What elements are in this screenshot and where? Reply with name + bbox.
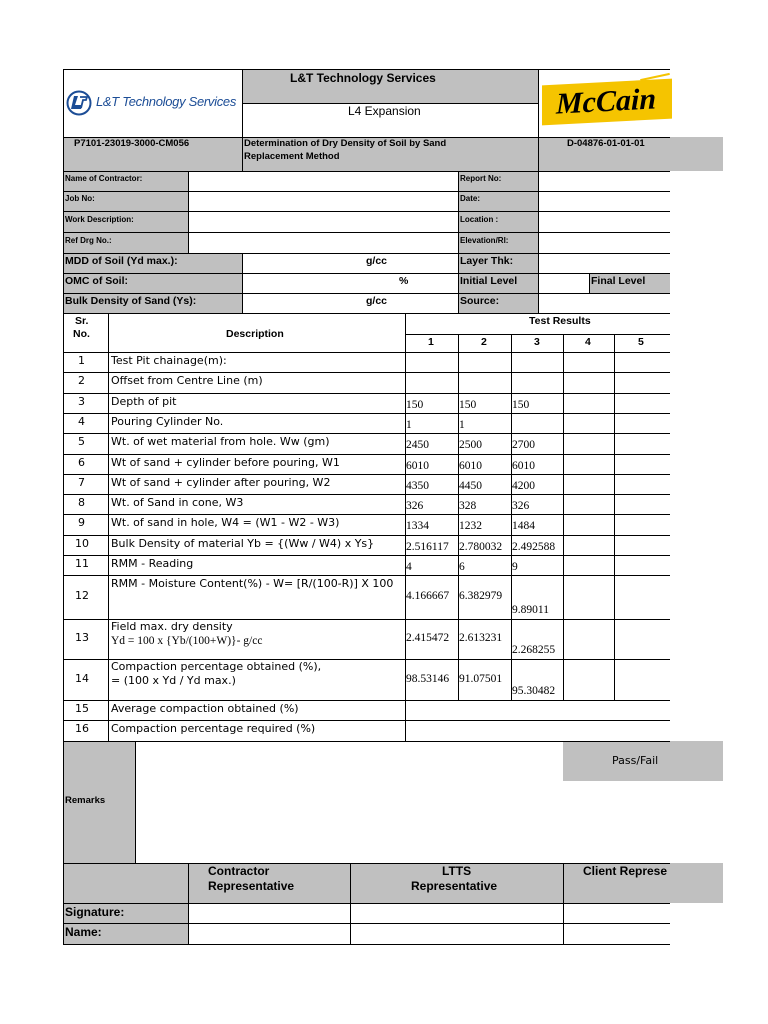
row-description: Offset from Centre Line (m)	[111, 374, 263, 387]
col-header-5: 5	[638, 336, 644, 348]
row-number: 3	[78, 395, 85, 408]
name-label: Name:	[65, 925, 102, 939]
h-rule	[63, 191, 670, 192]
company-name: L&T Technology Services	[290, 71, 436, 85]
client-doc-number: D-04876-01-01-01	[567, 138, 645, 149]
bulk-density-label: Bulk Density of Sand (Ys):	[65, 295, 197, 307]
layer-thk-label: Layer Thk:	[460, 255, 514, 267]
v-rule	[63, 69, 64, 945]
row-description-line2: Yd = 100 x {Yb/(100+W)}- g/cc	[111, 635, 263, 647]
row-number: 12	[75, 589, 89, 602]
contractor-rep-line2: Representative	[208, 879, 295, 893]
row-description: Wt of sand + cylinder after pouring, W2	[111, 476, 331, 489]
col-header-2: 2	[481, 336, 487, 348]
row-description: RMM - Reading	[111, 557, 194, 570]
pass-fail-label: Pass/Fail	[612, 754, 659, 767]
row-value-2: 150	[459, 399, 477, 411]
row-value-2: 6010	[459, 460, 482, 472]
row-value-2: 2.780032	[459, 541, 503, 553]
h-rule	[63, 863, 670, 864]
v-rule	[563, 334, 564, 701]
row-number: 10	[75, 537, 89, 550]
test-results-header: Test Results	[529, 315, 591, 327]
row-number: 1	[78, 354, 85, 367]
name-of-contractor-label: Name of Contractor:	[65, 174, 143, 183]
h-rule	[63, 171, 670, 172]
elevation-label: Elevation/Rl:	[460, 236, 509, 245]
row-value-1: 4	[406, 561, 412, 573]
h-rule	[63, 535, 670, 536]
v-rule	[511, 334, 512, 701]
row-value-2: 2.613231	[459, 632, 503, 644]
v-rule	[458, 334, 459, 701]
row-value-1: 2.415472	[406, 632, 450, 644]
row-description: Pouring Cylinder No.	[111, 415, 224, 428]
h-rule	[63, 433, 670, 434]
row-number: 13	[75, 631, 89, 644]
h-rule	[63, 372, 670, 373]
h-rule	[63, 944, 670, 945]
row-value-3: 1484	[512, 520, 535, 532]
work-description-label: Work Description:	[65, 215, 134, 224]
v-rule	[458, 171, 459, 314]
v-rule	[108, 313, 109, 742]
h-rule	[63, 700, 670, 701]
row-value-2: 2500	[459, 439, 482, 451]
omc-label: OMC of Soil:	[65, 275, 128, 287]
row-value-1: 2.516117	[406, 541, 449, 553]
mdd-unit: g/cc	[366, 255, 388, 267]
row-number: 5	[78, 435, 85, 448]
row-value-1: 326	[406, 500, 424, 512]
h-rule	[63, 720, 670, 721]
h-rule	[63, 474, 670, 475]
row-value-1: 2450	[406, 439, 429, 451]
h-rule	[63, 555, 670, 556]
h-rule	[63, 575, 670, 576]
mdd-label: MDD of Soil (Yd max.):	[65, 255, 178, 267]
row-description: Wt. of Sand in cone, W3	[111, 496, 244, 509]
h-rule	[63, 619, 670, 620]
doc-title-line1: Determination of Dry Density of Soil by Sand	[244, 138, 447, 149]
h-rule	[63, 211, 670, 212]
row-value-3: 2.268255	[512, 644, 556, 656]
report-no-label: Report No:	[460, 174, 502, 183]
lnt-logo	[66, 88, 236, 120]
row-number: 9	[78, 516, 85, 529]
row-number: 2	[78, 374, 85, 387]
row-value-3: 4200	[512, 480, 535, 492]
ltts-rep-line2: Representative	[411, 879, 498, 893]
bulk-unit: g/cc	[366, 295, 388, 307]
row-value-1: 1334	[406, 520, 429, 532]
doc-title-line2: Replacement Method	[244, 151, 340, 162]
v-rule	[405, 313, 406, 742]
h-rule	[63, 137, 670, 138]
client-logo	[542, 79, 672, 126]
h-rule	[63, 903, 670, 904]
row-number: 14	[75, 671, 89, 685]
col-header-4: 4	[585, 336, 591, 348]
v-rule	[242, 253, 243, 314]
h-rule	[63, 923, 670, 924]
logo-text: L&T Technology Services	[96, 94, 237, 109]
date-label: Date:	[460, 194, 481, 203]
row-value-2: 328	[459, 500, 477, 512]
row-value-3: 9.89011	[512, 604, 549, 616]
row-description: Wt. of sand in hole, W4 = (W1 - W2 - W3)	[111, 516, 340, 529]
row-value-1: 98.53146	[406, 672, 450, 685]
col-header-1: 1	[428, 336, 434, 348]
row-number: 7	[78, 476, 85, 489]
row-description: RMM - Moisture Content(%) - W= [R/(100-R)] X 100	[111, 577, 394, 590]
h-rule	[63, 293, 670, 294]
h-rule	[63, 454, 670, 455]
h-rule	[242, 103, 539, 104]
source-label: Source:	[460, 295, 500, 307]
h-rule	[63, 253, 670, 254]
h-rule	[405, 334, 670, 335]
project-name: L4 Expansion	[348, 104, 421, 118]
v-rule	[188, 863, 189, 945]
ltts-rep-line1: LTTS	[442, 864, 472, 878]
row-description: Average compaction obtained (%)	[111, 702, 299, 715]
final-level-label: Final Level	[591, 275, 646, 287]
col-header-3: 3	[534, 336, 540, 348]
h-rule	[63, 393, 670, 394]
ref-drg-label: Ref Drg No.:	[65, 236, 112, 245]
row-number: 11	[75, 557, 89, 570]
row-number: 8	[78, 496, 85, 509]
row-value-3: 95.30482	[512, 685, 556, 697]
lnt-emblem-icon	[66, 90, 92, 116]
row-value-3: 6010	[512, 460, 535, 472]
v-rule	[350, 863, 351, 945]
h-rule	[63, 413, 670, 414]
row-description: Depth of pit	[111, 395, 177, 408]
v-rule	[188, 171, 189, 254]
row-value-1: 1	[406, 419, 412, 431]
h-rule	[63, 494, 670, 495]
row-value-1: 6010	[406, 460, 429, 472]
v-rule	[538, 171, 539, 314]
contractor-rep-line1: Contractor	[208, 864, 270, 878]
row-value-2: 1232	[459, 520, 482, 532]
row-value-3: 150	[512, 399, 530, 411]
row-description: Wt. of wet material from hole. Ww (gm)	[111, 435, 330, 448]
row-number: 15	[75, 702, 89, 715]
h-rule	[63, 313, 670, 314]
v-rule	[563, 863, 564, 945]
v-rule	[589, 273, 590, 294]
v-rule	[135, 741, 136, 864]
sr-header-line1: Sr.	[75, 315, 89, 327]
row-value-1: 150	[406, 399, 424, 411]
row-description-line2: = (100 x Yd / Yd max.)	[111, 674, 236, 687]
row-value-3: 326	[512, 500, 530, 512]
client-rep: Client Represe	[583, 865, 668, 878]
signature-label: Signature:	[65, 905, 125, 919]
job-no-label: Job No:	[65, 194, 95, 203]
client-logo-text: McCain	[556, 82, 657, 121]
h-rule	[63, 352, 670, 353]
h-rule	[63, 659, 670, 660]
row-description: Field max. dry density	[111, 620, 233, 633]
omc-unit: %	[399, 275, 409, 287]
h-rule	[63, 69, 670, 70]
description-header: Description	[226, 328, 284, 340]
row-value-2: 6	[459, 561, 465, 573]
doc-number: P7101-23019-3000-CM056	[74, 138, 190, 149]
row-value-3: 2.492588	[512, 541, 556, 553]
v-rule	[242, 69, 243, 172]
location-label: Location :	[460, 215, 499, 224]
row-value-3: 9	[512, 561, 518, 573]
row-value-2: 91.07501	[459, 672, 503, 685]
h-rule	[63, 232, 670, 233]
row-number: 6	[78, 456, 85, 469]
remarks-label: Remarks	[65, 795, 106, 806]
row-description: Compaction percentage obtained (%),	[111, 660, 322, 673]
row-value-2: 6.382979	[459, 590, 503, 602]
row-description: Wt of sand + cylinder before pouring, W1	[111, 456, 340, 469]
row-value-3: 2700	[512, 439, 535, 451]
sr-header-line2: No.	[73, 328, 90, 340]
v-rule	[614, 334, 615, 701]
row-value-2: 4450	[459, 480, 482, 492]
v-rule	[538, 69, 539, 172]
h-rule	[63, 741, 670, 742]
initial-level-label: Initial Level	[460, 275, 518, 287]
row-value-1: 4.166667	[406, 590, 450, 602]
h-rule	[63, 514, 670, 515]
row-value-2: 1	[459, 419, 465, 431]
h-rule	[63, 273, 670, 274]
row-description: Bulk Density of material Yb = {(Ww / W4) x Ys}	[111, 537, 375, 550]
row-number: 16	[75, 722, 89, 735]
row-number: 4	[78, 415, 85, 428]
row-description: Test Pit chainage(m):	[111, 354, 227, 367]
row-value-1: 4350	[406, 480, 429, 492]
row-description: Compaction percentage required (%)	[111, 722, 316, 735]
